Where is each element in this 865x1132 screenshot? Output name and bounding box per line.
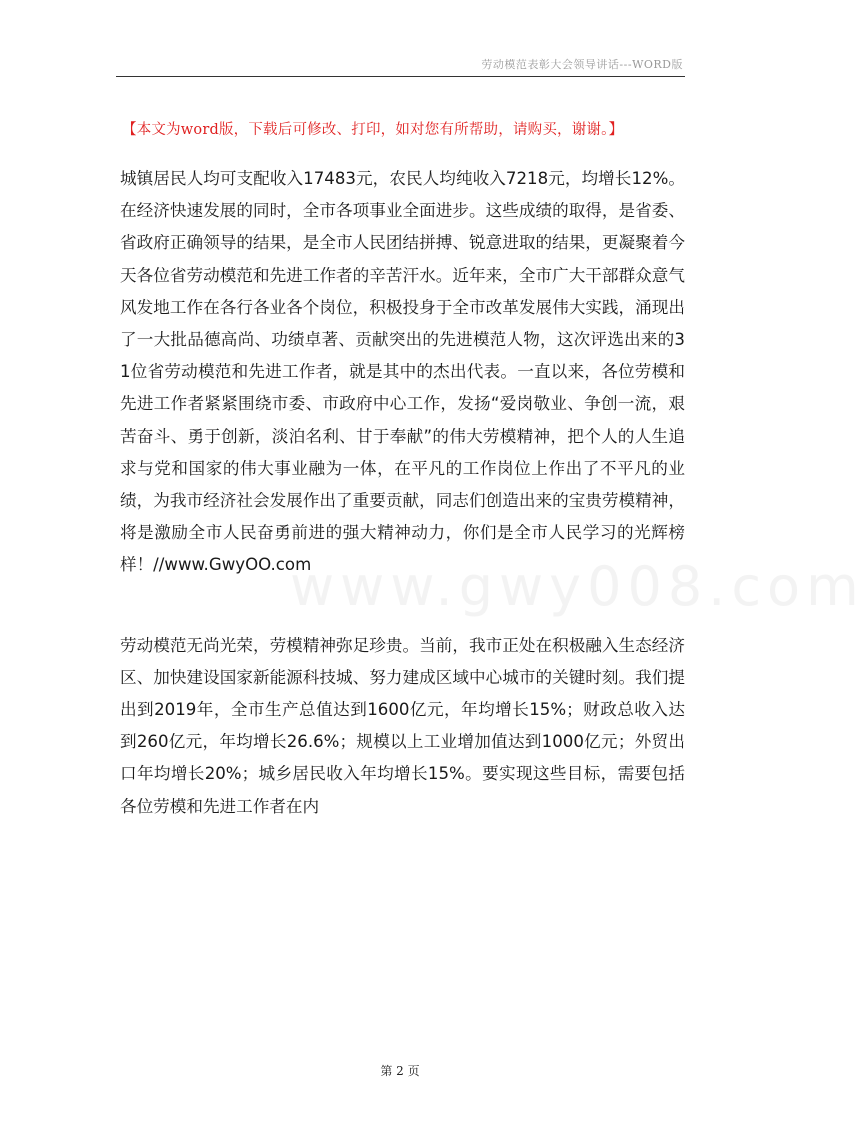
document-title: 劳动模范表彰大会领导讲话---WORD版: [481, 58, 683, 71]
page-header: [116, 52, 685, 77]
watermark: www.gwy008.com: [290, 555, 865, 618]
paragraph: 城镇居民人均可支配收入17483元，农民人均纯收入7218元，均增长12%。在经济快速发展的同时，全市各项事业全面进步。这些成绩的取得，是省委、省政府正确领导的结果，是全市人民团结拼搏、锐意进取的结果，更凝聚着今天各位省劳动模范和先进工作者的辛苦汗水。近年来，全市广大干部群众意气风发地工作在各行各业各个岗位，积极投身于全市改革发展伟大实践，涌现出了一大批品德高尚、功绩卓著、贡献突出的先进模范人物，这次评选出来的31位省劳动模范和先进工作者，就是其中的杰出代表。一直以来，各位劳模和先进工作者紧紧围绕市委、市政府中心工作，发扬“爱岗敬业、争创一流，艰苦奋斗、勇于创新，淡泊名利、甘于奉献”的伟大劳模精神，把个人的人生追求与党和国家的伟大事业融为一体，在平凡的工作岗位上作出了不平凡的业绩，为我市经济社会发展作出了重要贡献，同志们创造出来的宝贵劳模精神，将是激励全市人民奋勇前进的强大精神动力，你们是全市人民学习的光辉榜样！//www.GwyOO.com: [120, 169, 685, 575]
download-notice: 【本文为word版，下载后可修改、打印，如对您有所帮助，请购买，谢谢。】: [122, 122, 624, 138]
document-body: [120, 163, 685, 823]
page-number: 第 2 页: [380, 1064, 420, 1078]
paragraph: 劳动模范无尚光荣，劳模精神弥足珍贵。当前，我市正处在积极融入生态经济区、加快建设国家新能源科技城、努力建成区域中心城市的关键时刻。我们提出到2019年，全市生产总值达到1600亿元，年均增长15%；财政总收入达到260亿元，年均增长26.6%；规模以上工业增加值达到1000亿元；外贸出口年均增长20%；城乡居民收入年均增长15%。要实现这些目标，需要包括各位劳模和先进工作者在内: [120, 635, 685, 816]
